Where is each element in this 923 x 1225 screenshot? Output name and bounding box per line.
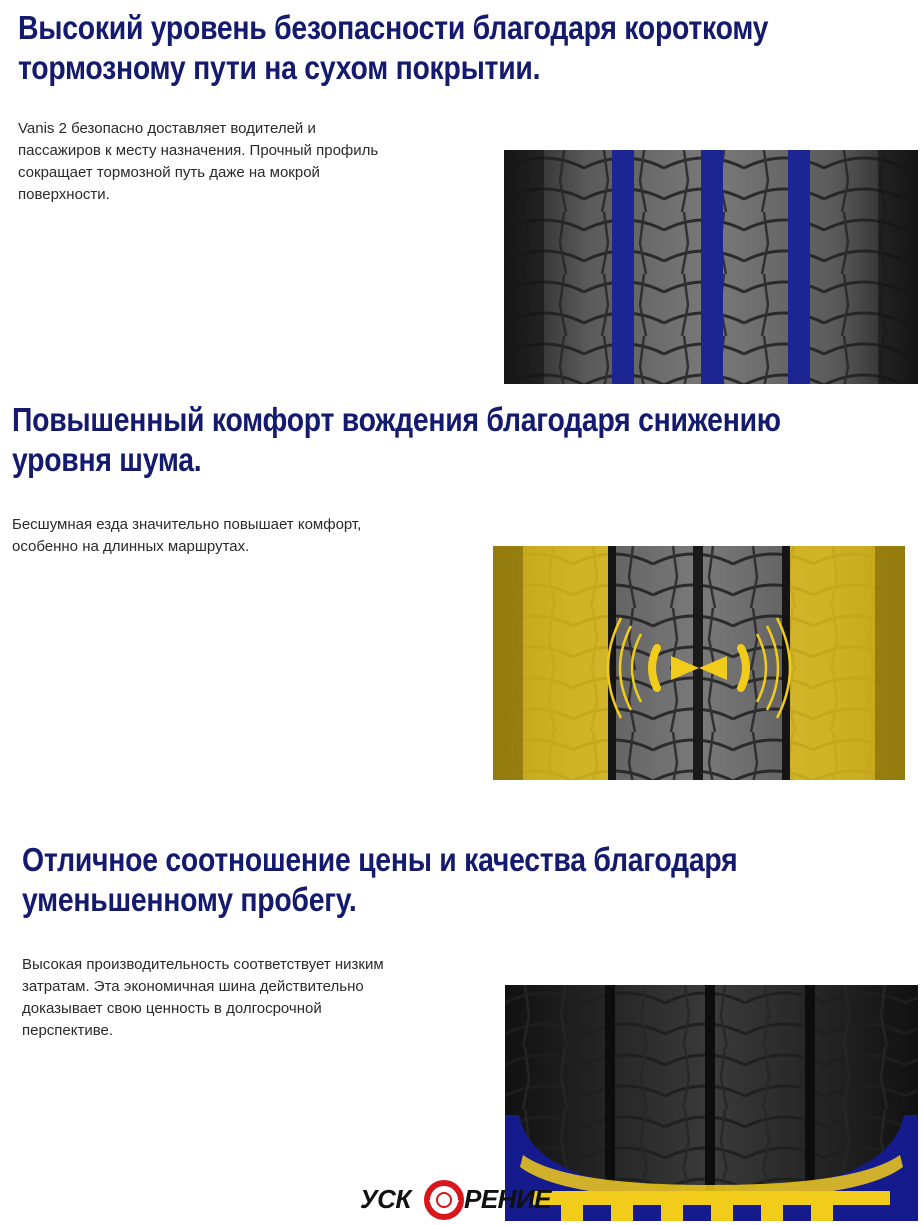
section-1-title-line1: Высокий уровень безопасности благодаря короткому xyxy=(18,9,769,46)
section-3-title-line2: уменьшенному пробегу. xyxy=(22,881,357,918)
section-2-text: Бесшумная езда значительно повышает комфорт, особенно на длинных маршрутах. xyxy=(12,516,362,555)
section-2-title xyxy=(12,400,781,480)
uskorenie-logo xyxy=(360,1180,570,1220)
logo-tire-icon xyxy=(424,1180,464,1220)
logo-text-left: УСК xyxy=(360,1184,411,1214)
tire-tread-blue-grooves-icon xyxy=(504,150,918,384)
section-3-title xyxy=(22,840,737,920)
logo-text-right: РЕНИЕ xyxy=(464,1184,552,1214)
section-1-text: Vanis 2 безопасно доставляет водителей и пассажиров к месту назначения. Прочный профиль сокращает тормозной путь даже на мокрой поверхности. xyxy=(18,120,379,203)
section-1-title-line2: тормозному пути на сухом покрытии. xyxy=(18,49,541,86)
section-2-title-line2: уровня шума. xyxy=(12,441,202,478)
section-2-title-line1: Повышенный комфорт вождения благодаря снижению xyxy=(12,401,781,438)
section-3-text: Высокая производительность соответствует низким затратам. Эта экономичная шина действительно доказывает свою ценность в долгосрочной перспективе. xyxy=(22,956,384,1039)
section-1-title xyxy=(18,8,768,88)
tire-tread-noise-reduction-icon xyxy=(493,546,905,780)
section-3-title-line1: Отличное соотношение цены и качества благодаря xyxy=(22,841,738,878)
